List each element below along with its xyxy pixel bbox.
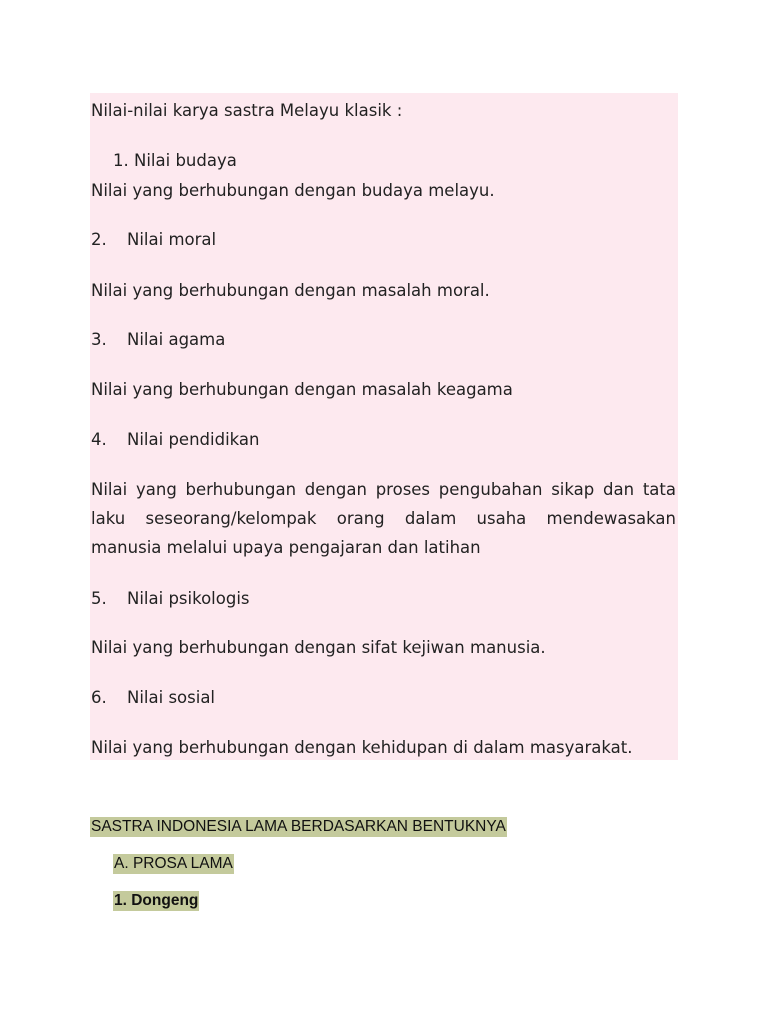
list-item-label: Nilai moral [127, 230, 217, 249]
list-item-title [91, 589, 250, 609]
list-item-label: Nilai budaya [134, 151, 237, 170]
list-item-title [113, 151, 237, 171]
list-item-number: 5. [91, 589, 107, 608]
list-item-label: Nilai psikologis [127, 589, 250, 608]
list-item-label: Nilai pendidikan [127, 430, 260, 449]
intro-text: Nilai-nilai karya sastra Melayu klasik : [91, 101, 403, 120]
list-item-description: Nilai yang berhubungan dengan masalah moral. [91, 281, 490, 300]
list-item-description: Nilai yang berhubungan dengan masalah keagama [91, 380, 513, 399]
list-item-description: Nilai yang berhubungan dengan kehidupan di dalam masyarakat. [91, 738, 633, 757]
list-item-description: Nilai yang berhubungan dengan budaya melayu. [91, 181, 495, 200]
section-heading: SASTRA INDONESIA LAMA BERDASARKAN BENTUKNYA [91, 818, 506, 835]
list-item-number: 1. [113, 151, 129, 170]
list-item-label: Nilai sosial [127, 688, 216, 707]
list-item-title [91, 230, 216, 250]
list-item-description: Nilai yang berhubungan dengan sifat kejiwan manusia. [91, 638, 546, 657]
list-item-title [91, 430, 259, 450]
list-item-description: Nilai yang berhubungan dengan proses pengubahan sikap dan tata laku seseorang/kelompak orang dalam usaha mendewasakan manusia melalui upaya pengajaran dan latihan [91, 480, 676, 557]
list-item-label: Nilai agama [127, 330, 226, 349]
subsection-heading: A. PROSA LAMA [114, 855, 233, 872]
subsection-item: 1. Dongeng [114, 892, 199, 909]
list-item-title [91, 330, 225, 350]
list-item-number: 4. [91, 430, 107, 449]
list-item-title [91, 688, 215, 708]
list-item-number: 6. [91, 688, 107, 707]
list-item-number: 3. [91, 330, 107, 349]
list-item-number: 2. [91, 230, 107, 249]
